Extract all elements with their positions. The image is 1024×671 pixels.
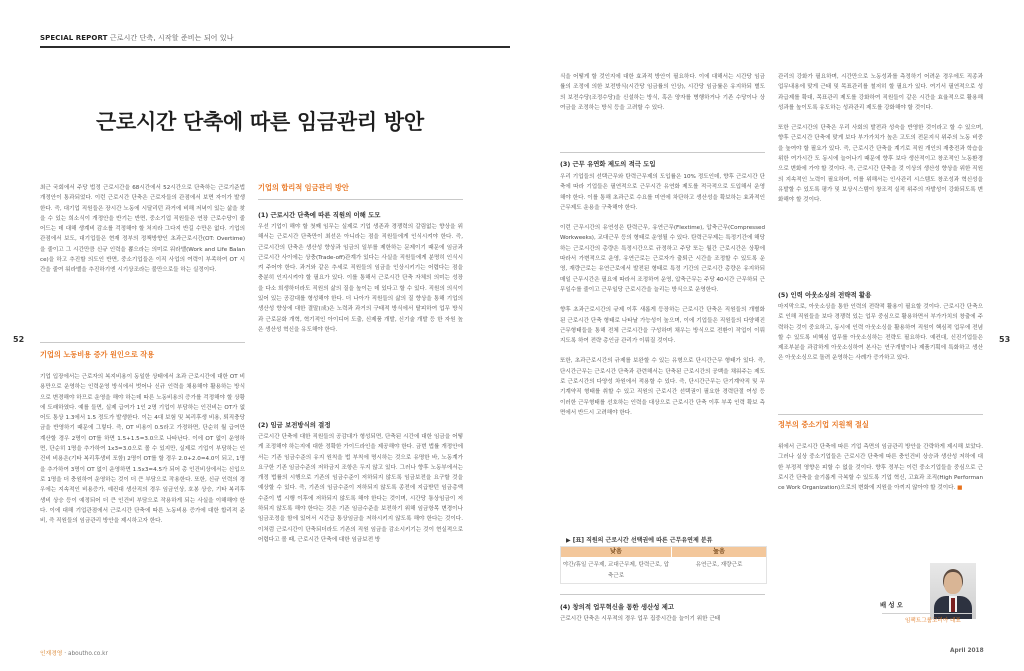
author-name: 배 성 오 (880, 601, 903, 609)
productivity-paragraph: 또한 근로시간의 단축은 우리 사회의 발전과 성숙을 반영한 것이라고 할 수 있으며, 향후 근로시간 단축에 맞게 보다 부가가치가 높은 고도의 전문지식 위주의 노동 비중을 높여야 할 필요가 있다. 즉, 근로시간 단축을 계기로 직원 개인의 재충전과 학습을 위한 여가시간 도 동시에 늘어나기 때문에 향후 보다 생산적이고 창조적인 노동환경으로 변화에 가야 할 것이다. 즉, 근로시간 단축을 것 이상의 생산성 향상을 위한 직원의 지속적인 노력이 필요하며, 이를 위해서는 인사관리 시스템도 창조성과 혁신성을 유발할 수 있도록 평가 및 보상시스템이 창조적 실적 위주의 자발성이 강화되도록 변화해야 할 것이다. (778, 125, 983, 204)
column-2-part-2 (258, 432, 463, 644)
section-rule (778, 414, 983, 415)
footer-date: April 2018 (950, 648, 984, 654)
table-header-low: 낮음 (561, 547, 671, 557)
footer-url: aboutho.co.kr (67, 651, 108, 657)
flex-work-table (560, 546, 767, 584)
end-mark: ■ (957, 485, 963, 492)
column-1 (40, 183, 245, 286)
section-heading-wage-management: 기업의 합리적 임금관리 방안 (258, 183, 349, 192)
flex-paragraph-2: 이런 근무시간의 유연성은 탄력근무, 유연근무(Flextime), 압축근무(Compressed Workweeks), 교대근무 등의 형태로 운영될 수 있다. 탄력근무제는 특정기간에 해당하는 근로시간의 총량은 특정시간으로 규정하고 주당 또는 월간 근로시간은 상황에 따라서 가변적으로 운영, 유연근로는 근로자가 출퇴근 시간을 조정할 수 있도록 운영, 재량근로는 유연근로에서 발전된 형태로 특정 기간의 근로시간 총량은 유지하되 매일 근무시간은 필요에 따라서 조정하여 운영, 압축근무는 주당 40시간 근무하되 근무일수를 줄이고 근무일당 근로시간을 늘리는 방식으로 운영한다. (560, 225, 765, 293)
section-heading-government-support: 정부의 중소기업 지원책 절실 (778, 420, 869, 429)
section-rule (560, 152, 765, 153)
column-4-middle (778, 302, 983, 412)
column-3-body (560, 172, 765, 522)
intro-paragraph: 최근 국회에서 주당 법정 근로시간을 68시간에서 52시간으로 단축하는 근로기준법 개정안이 통과되었다. 이런 근로시간 단축은 근로자들의 관점에서 보면 자이가 발생한다. 즉, 대기업 직원들은 장시간 노동에 시달리던 과거에 비해 저녁이 있는 삶을 찾을 수 있는 희소식이 개정안을 반기는 반면, 중소기업 직원들은 연장 근로수당이 줄어드는 데 대해 생계비 감소를 걱정해야 할 처지라 그다지 반길 수만은 없다. 기업의 관점에서 보도, 대기업들은 현재 정부의 정책방향인 초과근로시간(OT: Overtime)을 줄이고 그 시간만큼 신규 인력을 뽑으라는 의미로 워라밸(Work and Life Balance)을 하고 추진할 의도인 반면, 중소기업들은 이직 사업의 여력이 부족하여 OT 시간을 줄여 워라밸을 추진하기엔 시기상조라는 불만으로들 하는 실정이다. (40, 185, 245, 274)
article-title: 근로시간 단축에 따른 임금관리 방안 (96, 110, 424, 134)
flex-paragraph-1: 우리 기업들의 선택근무와 탄력근무제의 도입률은 10% 정도인데, 향후 근로시간 단축에 따라 기업들은 필연적으로 근무시간 유연화 제도를 적극적으로 도입해서 운영해야 한다. 이를 통해 초과근로 수요를 미연에 차단하고 생산성을 확보하는 효과적인 근무제도 운용을 구축해야 한다. (560, 174, 765, 211)
outsourcing-paragraph: 마지막으로, 아웃소싱을 통한 인력의 전략적 활용이 필요할 것이다. 근로시간 단축으로 인해 직원들을 보다 경쟁력 있는 업무 중심으로 활용하면서 부가가치의 창출에 주력하는 것이 중요하고, 동시에 인력 아웃소싱을 활용하여 직원이 핵심적 업무에 전념할 수 있도록 비핵심 업무를 아웃소싱하는 전략도 필요하다. 예컨대, 신진기업들은 제조부분을 과감하게 아웃소싱하여 본사는 연구개발이나 제품기획에 특화하고 생산은 아웃소싱으로 돌려 운영하는 사례가 증가하고 있다. (778, 304, 983, 362)
table-caption: ▶ [표] 직원의 근로시간 선택권에 따른 근무유연제 분류 (566, 537, 713, 544)
subheading-outsourcing: (5) 인력 아웃소싱의 전략적 활용 (778, 290, 983, 300)
footer-left: 인재경영 · aboutho.co.kr (40, 651, 108, 657)
section-heading-labor-cost: 기업의 노동비용 증가 원인으로 작용 (40, 350, 155, 359)
column-4-bottom (778, 442, 983, 542)
column-3-top (560, 72, 765, 134)
table-cell-high: 유연근로, 재량근로 (695, 562, 743, 568)
section-rule (40, 342, 245, 343)
performance-paragraph: 관리의 강화가 필요하며, 시간만으로 노동성과를 측정하기 어려운 경우에도 직종과 업무내용에 맞게 근태 및 목표관리를 철저히 할 필요가 있다. 여기서 필연적으로 성과급제를 확대, 목표관리 제도를 강화하여 직원들이 같은 시간을 효율적으로 활용해 성과를 높이도록 유도하는 성과관리 제도를 강화해야 할 것이다. (778, 74, 983, 111)
series-label: SPECIAL REPORT (40, 34, 108, 42)
government-support-paragraph: 위에서 근로시간 단축에 따른 기업 측면의 임금관리 방안을 간략하게 제시해 보았다. 그러나 실상 중소기업들은 근로시간 단축에 따른 충인건비 상승과 생산성 저하에 대한 부정적 영향은 피할 수 없을 것이다. 향후 정부는 이런 중소기업들을 중심으로 근로시간 단축을 슬기롭게 극복할 수 있도록 기업 혁신, 고효과 조직(High Performance Work Organization)으로의 변화에 지원을 아끼지 않아야 할 것이다. ■ (778, 444, 983, 492)
column-3-bottom (560, 614, 765, 634)
author-photo (930, 563, 976, 619)
footer-brand: 인재경영 (40, 651, 63, 657)
author-rule (882, 613, 976, 614)
header-rule (40, 46, 510, 48)
subheading-flexible-work: (3) 근무 유연화 제도의 적극 도입 (560, 160, 656, 168)
author-affiliation: 임팩트그룹코리아 대표 (905, 618, 961, 624)
wage-preservation-paragraph: 근로시간 단축에 대한 직원들의 공감대가 형성되면, 단축된 시간에 대한 임금을 어떻게 조정해야 하는지에 대한 정확한 가이드라인을 제공해야 한다. 금번 법률 개정안에서는 기존 임금수준의 유지 원칙을 법 부칙에 명시하는 것으로 유명한 바, 노동계가 요구한 기존 임금수준의 저하금지 조항은 두지 않고 있다. 그러나 향후 노동부에서는 개정 법률의 시행으로 기존의 임금수준이 저하되지 않도록 임금보전을 요구할 것을 예상할 수 있다. 즉, 기존의 임금수준이 저하되지 않도록 종전에 지급받던 임금총액 수준이 법 시행 이후에 저하되지 않도록 해야 한다는 것이며, 시간당 통상임금이 저하되지 않도록 해야 한다는 것은 기존 임금수준을 보전하기 위해 임금항목 변경이나 임금조정을 함에 있어서 시간급 통상임금을 저하시키지 않도록 해야 한다는 것이다. 이처럼 근로시간이 단축되더라도 기존의 직원 임금을 감소시키기는 것이 현실적으로 어렵다고 볼 때, 근로시간 단축에 대한 임금보전 방 (258, 434, 463, 543)
subheading-innovation: (4) 창의적 업무혁신을 통한 생산성 제고 (560, 603, 675, 611)
column-1-body (40, 372, 245, 644)
section-rule (258, 199, 463, 200)
subheading-understanding: (1) 근로시간 단축에 따른 직원의 이해 도모 (258, 211, 381, 219)
section-rule (560, 594, 765, 595)
labor-cost-paragraph: 기업 입장에서는 근로자의 복지비용이 동일한 상태에서 초과 근로시간에 대한 OT 비용만으로 운영하는 인력운영 방식에서 벗어나 신규 인력을 채용해야 활용하는 방식으로 변경해야 하므로 운영을 해야 하는데 따른 노동비용의 증가를 걱정해야 할 상황에 도래하였다. 예를 들면, 실제 급여가 1인 2명 기업이 부담하는 인건비는 OT가 없어도 통상 1.3에서 1.5 정도가 발생한다. 이는 4대 보험 및 복리후생 비용, 퇴직충당금을 반영하기 때문에 그렇다. 즉, OT 비용이 0.5라고 가정하면, 단순히 월 급여만 계산할 경우 2명이 OT를 하면 1.5+1.5=3.0으로 나타난다. 이에 OT 없이 운영하면, 단순히 1명을 추가하여 1x3=3.0으로 볼 수 있지만, 실제로 기업이 부담하는 인건비 비용은(기타 복리후생비 포함) 2명이 OT를 할 경우 2.0+2.0=4.0이 되고, 1명을 추가하여 3명이 OT 없이 운영하면 1.5x3=4.5가 되어 총 인건비상에서는 신입으로 1명을 더 충원하여 운영하는 것이 더 큰 부담으로 작용한다. 또한, 신규 인력의 경우에는 지속적인 비용증가, 예컨대 생산직의 경우 임금인상, 호봉 상승, 기타 복리후생비 상승 등이 예정되어 더 큰 인건비 부담으로 작용하게 되는 사실을 이해해야 한다. 이에 대해 기업관점에서 근로시간 단축에 따른 노동비용 증가에 대한 합리적 준비, 즉 직원들의 임금관리 방안을 제시하고자 한다. (40, 374, 245, 525)
table-cell-low: 야간/휴일 근무제, 교대근무제, 탄력근로, 압축근로 (562, 562, 670, 579)
subheading-wage-preservation: (2) 임금 보전방식의 결정 (258, 421, 331, 429)
column-2-part-1 (258, 222, 463, 408)
flex-paragraph-3: 향후 초과근로시간의 규제 이후 새롭게 등장하는 근로시간 단축은 직원들의 개별화된 근로시간 단축 형태로 나타날 가능성이 높으며, 이에 기업들은 직원들의 다양해진 근무형태들을 통해 전체 근로시간을 구성하며 채우는 방식으로 전환이 작업이 이뤄지도록 하여 전략 총인금 관리가 이뤄질 것이다. (560, 307, 765, 345)
flex-paragraph-4: 또한, 초과근로시간의 규제를 보완할 수 있는 유형으로 단시간근무 형태가 있다. 즉, 단시간근무는 근로시간 단축과 관련해서는 단축된 근로시간의 공백을 채워주는 제도로 근로시간의 다양성 차원에서 적용할 수 있다. 즉, 단시간근무는 단기계약직 및 무기계약직 형태를 취할 수 있고 직원의 근로시간 선택권이 필요한 경력단절 여성 등 이러한 근무형태를 선호하는 인력을 대상으로 근로시간 단축 이후 부족 인력 확보 측면에서 반드시 고려해야 한다. (560, 358, 765, 416)
section-header (40, 33, 234, 43)
page-number-left: 52 (13, 335, 25, 344)
innovation-paragraph: 근로시간 단축은 시무적의 경우 업무 집중시간을 늘이기 위한 근태 (560, 616, 721, 622)
series-subtitle: 근로시간 단축, 시작할 준비는 되어 있나 (109, 34, 234, 42)
understanding-paragraph: 우선 기업이 해야 할 첫째 임무는 실제로 기업 생존과 경쟁력의 갈림없는 향상을 위해서는 근로시간 단축만이 최선은 아니라는 점을 직원들에게 인식시켜야 한다. 즉, 근로시간의 단축은 생산성 향상과 임금의 일부를 제한하는 문제이기 때문에 임금과 근로시간 사이에는 상충(Trade-off)관계가 있다는 사실을 직원들에게 분명히 인식시켜 주어야 한다. 과거와 같은 추세로 직원들의 임금을 인상시키기는 어렵다는 점을 충분히 인지시켜야 할 필요가 있다. 이를 통해서 근로시간 단축 자체의 의미는 성장을 다소 희생하더라도 직원의 삶의 질을 높이는 데 있다고 할 수 있다. 직원의 의식이 있어 있는 공감대를 형성해야 한다. 더 나아가 직원들의 삶의 질 향상을 통해 기업의 생산성 향상에 대한 결말(成)은 노력과 과거의 구태적 방식에서 탈피하여 업무 방식과 근로문화 개혁, 혁기적인 아이디어 도출, 신제품 개발, 신기술 개발 등 한 자원 높은 생산성 혁신을 유도해야 한다. (258, 224, 463, 333)
table-header-high: 높음 (672, 547, 766, 557)
page-number-right: 53 (999, 335, 1011, 344)
continuation-paragraph: 식을 어떻게 할 것인지에 대한 효과적 방안이 필요하다. 이에 대해서는 시간당 임금률의 조정에 의한 보전방식(시간당 임금률의 인상), 시간당 임금률은 유지하되 별도의 보전수당(조정수당)을 신설하는 방식, 혹은 양자를 병행하거나 기존 수당이나 상여금을 조정하는 방식 등을 고려할 수 있다. (560, 74, 765, 111)
